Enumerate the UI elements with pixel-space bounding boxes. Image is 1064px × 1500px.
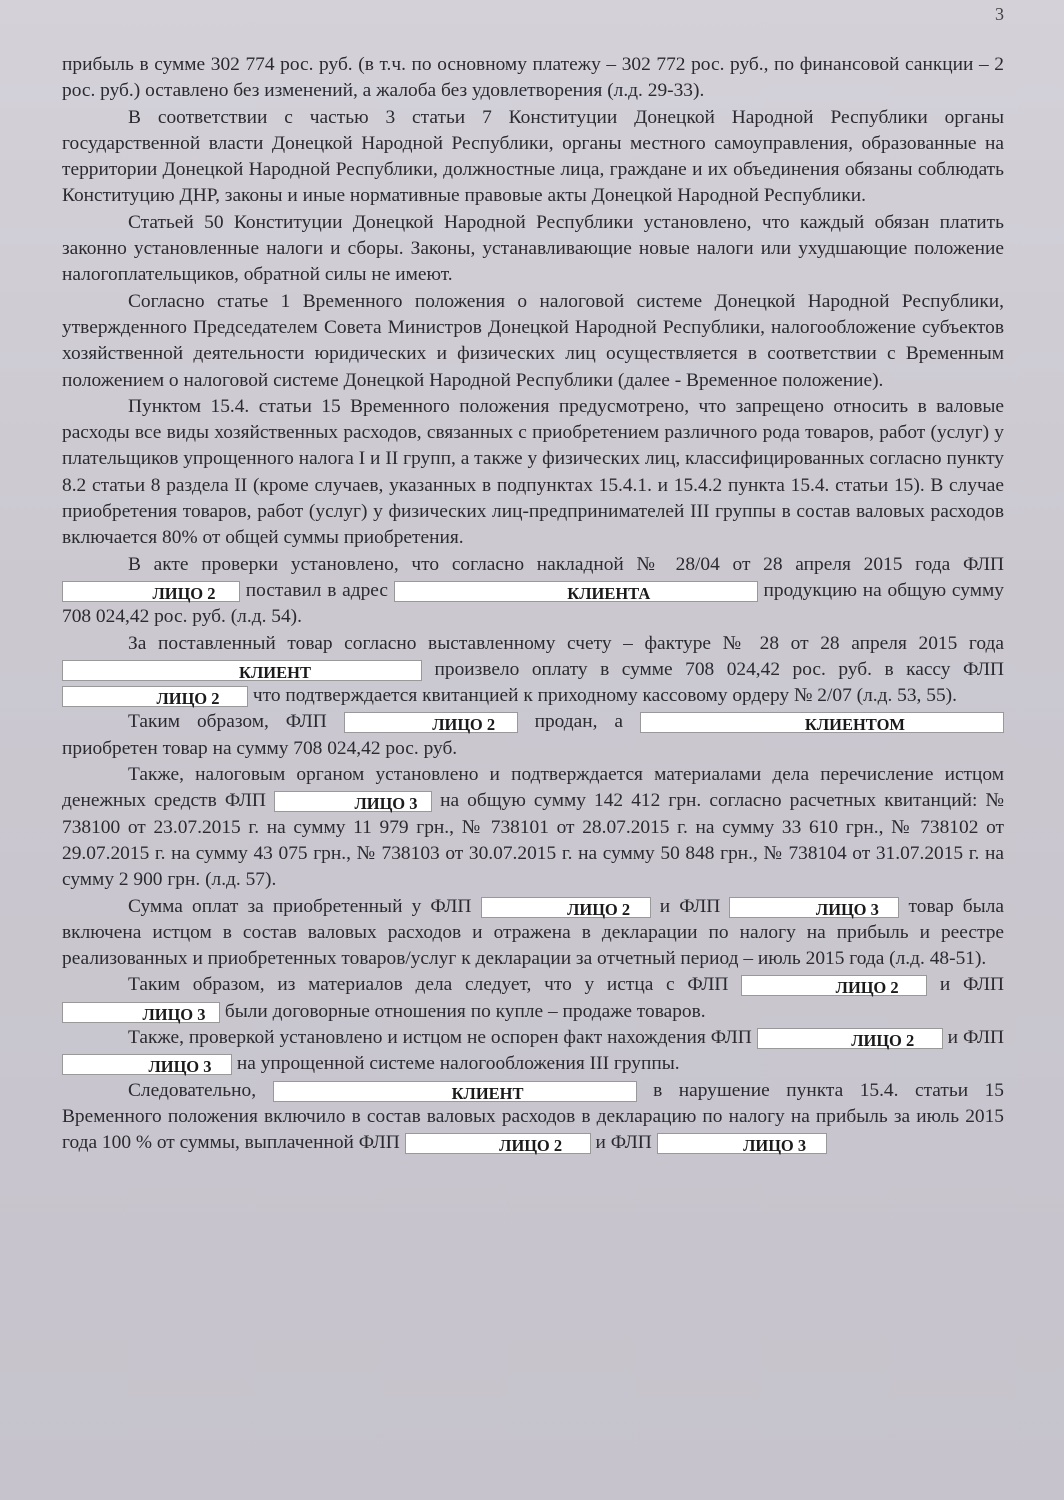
paragraph-13-part-a: Следовательно, (128, 1079, 257, 1101)
paragraph-6-part-c: продукцию на общую сумму 708 024,42 рос. руб. (л.д. 54). (62, 579, 1004, 628)
document-body (62, 52, 1004, 1156)
redaction-litso3: ЛИЦО 3 (62, 1054, 232, 1075)
paragraph-5: Пунктом 15.4. статьи 15 Временного положения предусмотрено, что запрещено относить в валовые расходы все виды хозяйственных расходов, связанных с приобретением различного рода товаров, работ (услуг) у плательщиков упрощенного налога I и II групп, а также у физических лиц, классифицированных согласно пункту 8.2 статьи 8 раздела II (кроме случаев, указанных в подпунктах 15.4.1. и 15.4.2 пункта 15.4. статьи 15). В случае приобретения товаров, работ (услуг) у физических лиц-предпринимателей III группы в состав валовых расходов включается 80% от общей суммы приобретения. (62, 395, 1004, 549)
redaction-litso3: ЛИЦО 3 (62, 1002, 220, 1023)
page-number: 3 (995, 4, 1004, 24)
paragraph-8-part-b: продан, а (534, 711, 624, 733)
paragraph-11 (62, 972, 1004, 1025)
paragraph-1: прибыль в сумме 302 774 рос. руб. (в т.ч. по основному платежу – 302 772 рос. руб., по финансовой санкции – 2 рос. руб.) оставлено без изменений, а жалоба без удовлетворения (л.д. 29-33). (62, 54, 1004, 102)
redaction-litso2: ЛИЦО 2 (62, 581, 240, 602)
paragraph-12-part-a: Также, проверкой установлено и истцом не оспорен факт нахождения ФЛП (128, 1026, 752, 1048)
paragraph-11-part-a: Таким образом, из материалов дела следует, что у истца с ФЛП (128, 974, 729, 996)
paragraph-10-part-c: товар была включена истцом в состав валовых расходов и отражена в декларации по налогу на прибыль и реестре реализованных и приобретенных товаров/услуг к декларации за отчетный период – июль 2015 года (л.д. 48-51). (62, 895, 1004, 970)
paragraph-6-part-b: поставил в адрес (245, 579, 389, 601)
redaction-litso2: ЛИЦО 2 (405, 1133, 591, 1154)
redaction-litso2: ЛИЦО 2 (757, 1028, 943, 1049)
redaction-klient: КЛИЕНТ (62, 660, 422, 681)
paragraph-10 (62, 894, 1004, 973)
paragraph-9-part-a: Также, налоговым органом установлено и подтверждается материалами дела перечисление истцом денежных средств ФЛП (62, 764, 1004, 812)
paragraph-10-part-a: Сумма оплат за приобретенный у ФЛП (128, 895, 472, 917)
paragraph-13 (62, 1078, 1004, 1157)
paragraph-4: Согласно статье 1 Временного положения о налоговой системе Донецкой Народной Республики, утвержденного Председателем Совета Министров Донецкой Народной Республики, налогообложение субъектов хозяйственной деятельности юридических и физических лиц осуществляется в соответствии с Временным положением о налоговой системе Донецкой Народной Республики (далее - Временное положение). (62, 290, 1004, 391)
redaction-klienta: КЛИЕНТА (394, 581, 758, 602)
paragraph-10-part-b: и ФЛП (659, 895, 721, 917)
redaction-litso2: ЛИЦО 2 (344, 712, 518, 733)
redaction-litso3: ЛИЦО 3 (274, 791, 432, 812)
paragraph-7-part-a: За поставленный товар согласно выставленному счету – фактуре № 28 от 28 апреля 2015 года (128, 632, 1004, 654)
redaction-litso2: ЛИЦО 2 (481, 897, 651, 918)
paragraph-11-part-c: были договорные отношения по купле – продаже товаров. (224, 1000, 706, 1022)
paragraph-12-part-c: на упрощенной системе налогообложения III группы. (236, 1053, 680, 1075)
paragraph-6-part-a: В акте проверки установлено, что согласно накладной № 28/04 от 28 апреля 2015 года ФЛП (128, 553, 1004, 575)
paragraph-7-part-c: что подтверждается квитанцией к приходному кассовому ордеру № 2/07 (л.д. 53, 55). (252, 685, 957, 707)
paragraph-9 (62, 762, 1004, 893)
redaction-klient: КЛИЕНТ (273, 1081, 637, 1102)
redaction-litso3: ЛИЦО 3 (729, 897, 899, 918)
paragraph-2: В соответствии с частью 3 статьи 7 Конституции Донецкой Народной Республики органы государственной власти Донецкой Народной Республики, органы местного самоуправления, образованные на территории Донецкой Народной Республики, должностные лица, граждане и их объединения обязаны соблюдать Конституцию ДНР, законы и иные нормативные правовые акты Донецкой Народной Республики. (62, 106, 1004, 207)
paragraph-8-part-a: Таким образом, ФЛП (128, 711, 327, 733)
paragraph-13-part-c: и ФЛП (595, 1132, 652, 1154)
paragraph-8-part-c: приобретен товар на сумму 708 024,42 рос. руб. (62, 737, 458, 759)
paragraph-11-part-b: и ФЛП (939, 974, 1004, 996)
redaction-litso2: ЛИЦО 2 (741, 975, 927, 996)
paragraph-13-part-b: в нарушение пункта 15.4. статьи 15 Временного положения включило в состав валовых расходов в декларацию по налогу на прибыль за июль 2015 года 100 % от суммы, выплаченной ФЛП (62, 1079, 1004, 1154)
paragraph-12 (62, 1025, 1004, 1078)
paragraph-8 (62, 709, 1004, 762)
redaction-litso2: ЛИЦО 2 (62, 686, 248, 707)
redaction-litso3: ЛИЦО 3 (657, 1133, 827, 1154)
paragraph-9-part-b: на общую сумму 142 412 грн. согласно расчетных квитанций: № 738100 от 23.07.2015 г. на сумму 11 979 грн., № 738101 от 28.07.2015 г. на сумму 33 610 грн., № 738102 от 29.07.2015 г. на сумму 43 075 грн., № 738103 от 30.07.2015 г. на сумму 50 848 грн., № 738104 от 31.07.2015 г. на сумму 2 900 грн. (л.д. 57). (62, 790, 1004, 891)
paragraph-3: Статьей 50 Конституции Донецкой Народной Республики установлено, что каждый обязан платить законно установленные налоги и сборы. Законы, устанавливающие новые налоги или ухудшающие положение налогоплательщиков, обратной силы не имеют. (62, 211, 1004, 286)
paragraph-12-part-b: и ФЛП (947, 1026, 1004, 1048)
paragraph-7 (62, 631, 1004, 710)
paragraph-6 (62, 552, 1004, 631)
paragraph-7-part-b: произвело оплату в сумме 708 024,42 рос. руб. в кассу ФЛП (434, 658, 1004, 680)
redaction-klientom: КЛИЕНТОМ (640, 712, 1004, 733)
